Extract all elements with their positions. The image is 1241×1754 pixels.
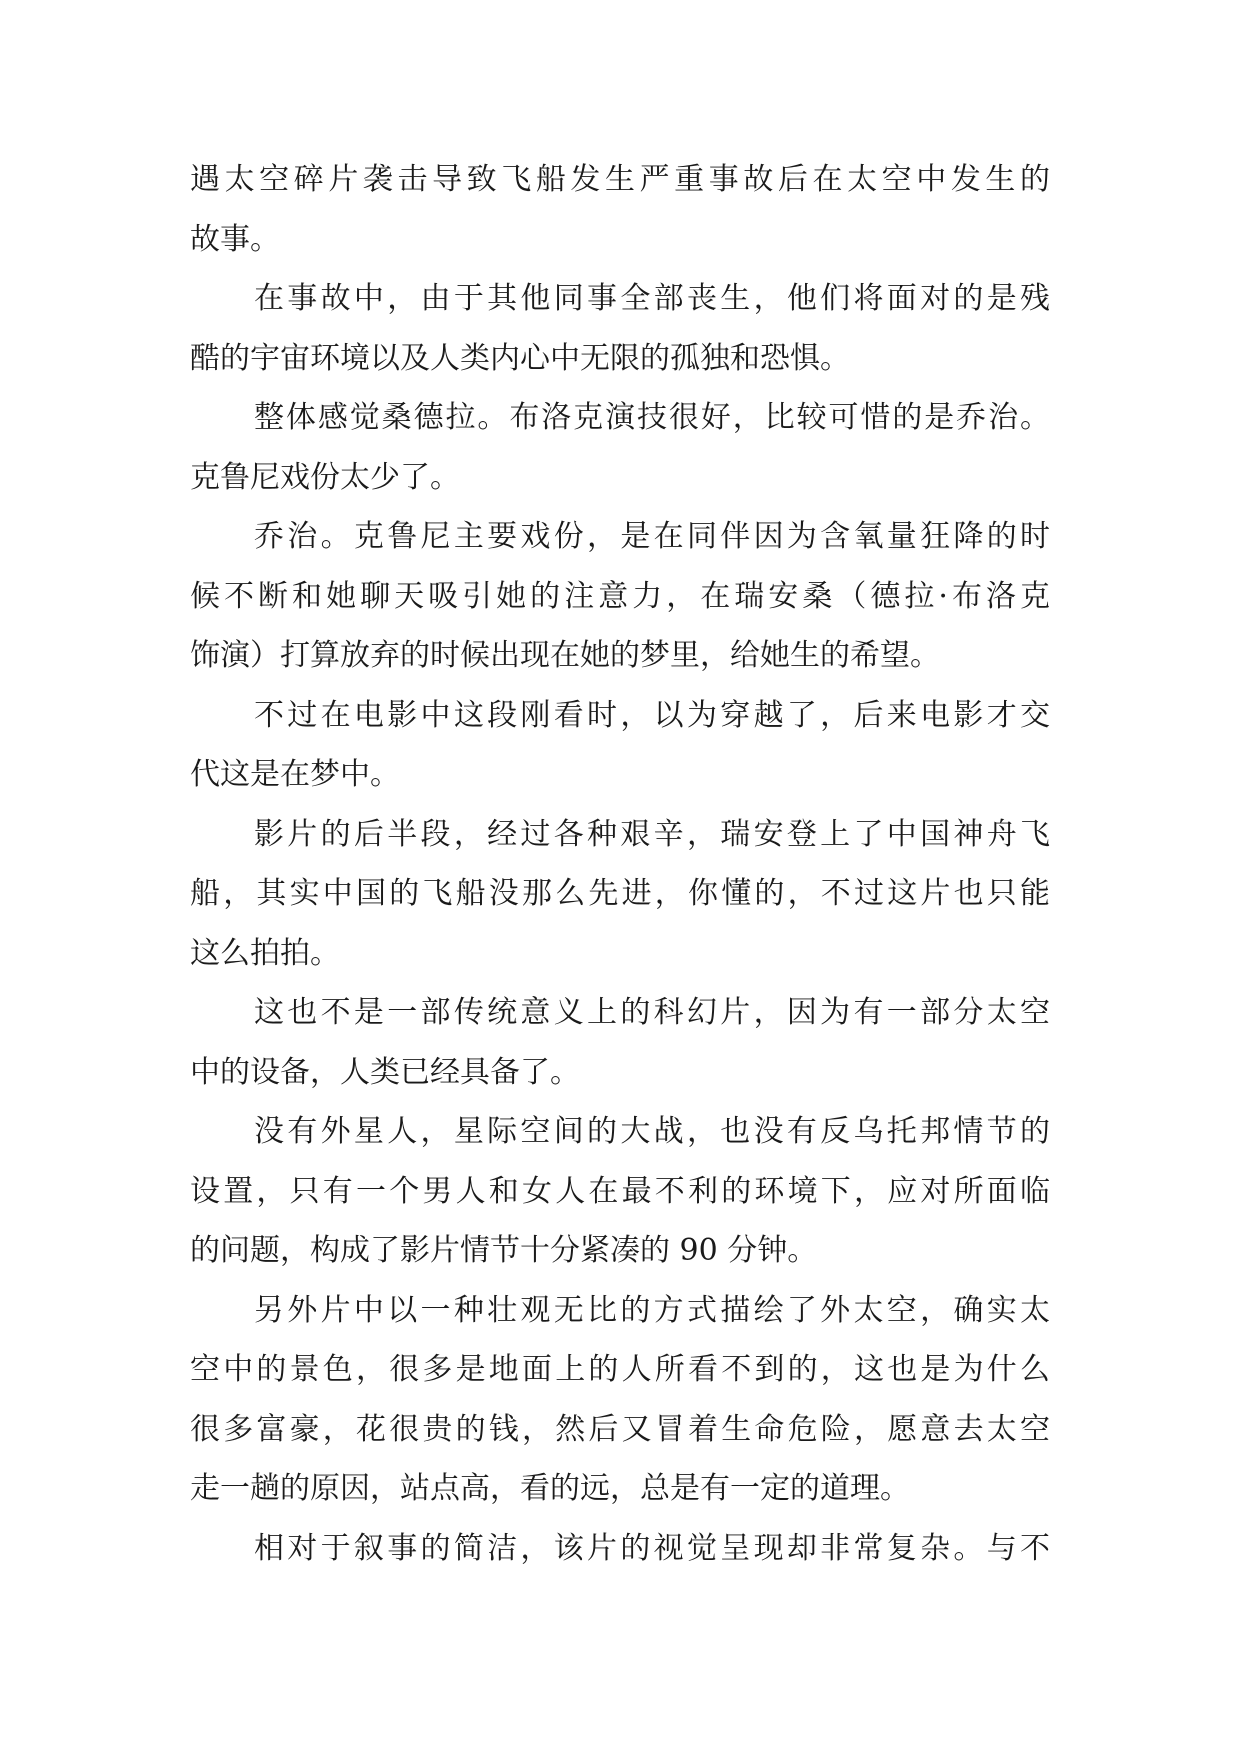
text-line: 很多富豪，花很贵的钱，然后又冒着生命危险，愿意去太空 (190, 1412, 1050, 1447)
text-line: 空中的景色，很多是地面上的人所看不到的，这也是为什么 (190, 1352, 1050, 1387)
text-line: 影片的后半段，经过各种艰辛，瑞安登上了中国神舟飞 (254, 817, 1050, 852)
text-line: 酷的宇宙环境以及人类内心中无限的孤独和恐惧。 (190, 341, 850, 376)
text-line: 的问题，构成了影片情节十分紧凑的 90 分钟。 (190, 1233, 818, 1268)
text-line: 设置，只有一个男人和女人在最不利的环境下，应对所面临 (190, 1174, 1050, 1209)
text-line: 候不断和她聊天吸引她的注意力，在瑞安桑（德拉·布洛克 (190, 579, 1050, 614)
text-line: 故事。 (190, 222, 280, 257)
text-line: 整体感觉桑德拉。布洛克演技很好，比较可惜的是乔治。 (254, 400, 1050, 435)
text-line: 乔治。克鲁尼主要戏份，是在同伴因为含氧量狂降的时 (254, 519, 1050, 554)
text-line: 走一趟的原因，站点高，看的远，总是有一定的道理。 (190, 1471, 910, 1506)
text-line: 没有外星人，星际空间的大战，也没有反乌托邦情节的 (254, 1114, 1050, 1149)
text-line: 这么拍拍。 (190, 936, 340, 971)
text-line: 饰演）打算放弃的时候出现在她的梦里，给她生的希望。 (190, 638, 940, 673)
text-line: 另外片中以一种壮观无比的方式描绘了外太空，确实太 (254, 1293, 1050, 1328)
text-line: 代这是在梦中。 (190, 757, 400, 792)
text-line: 相对于叙事的简洁，该片的视觉呈现却非常复杂。与不 (254, 1531, 1050, 1566)
text-line: 在事故中，由于其他同事全部丧生，他们将面对的是残 (254, 281, 1050, 316)
text-line: 这也不是一部传统意义上的科幻片，因为有一部分太空 (254, 995, 1050, 1030)
text-line: 中的设备，人类已经具备了。 (190, 1055, 580, 1090)
text-line: 船，其实中国的飞船没那么先进，你懂的，不过这片也只能 (190, 876, 1050, 911)
text-line: 不过在电影中这段刚看时，以为穿越了，后来电影才交 (254, 698, 1050, 733)
text-line: 遇太空碎片袭击导致飞船发生严重事故后在太空中发生的 (190, 162, 1050, 197)
text-line: 克鲁尼戏份太少了。 (190, 460, 460, 495)
